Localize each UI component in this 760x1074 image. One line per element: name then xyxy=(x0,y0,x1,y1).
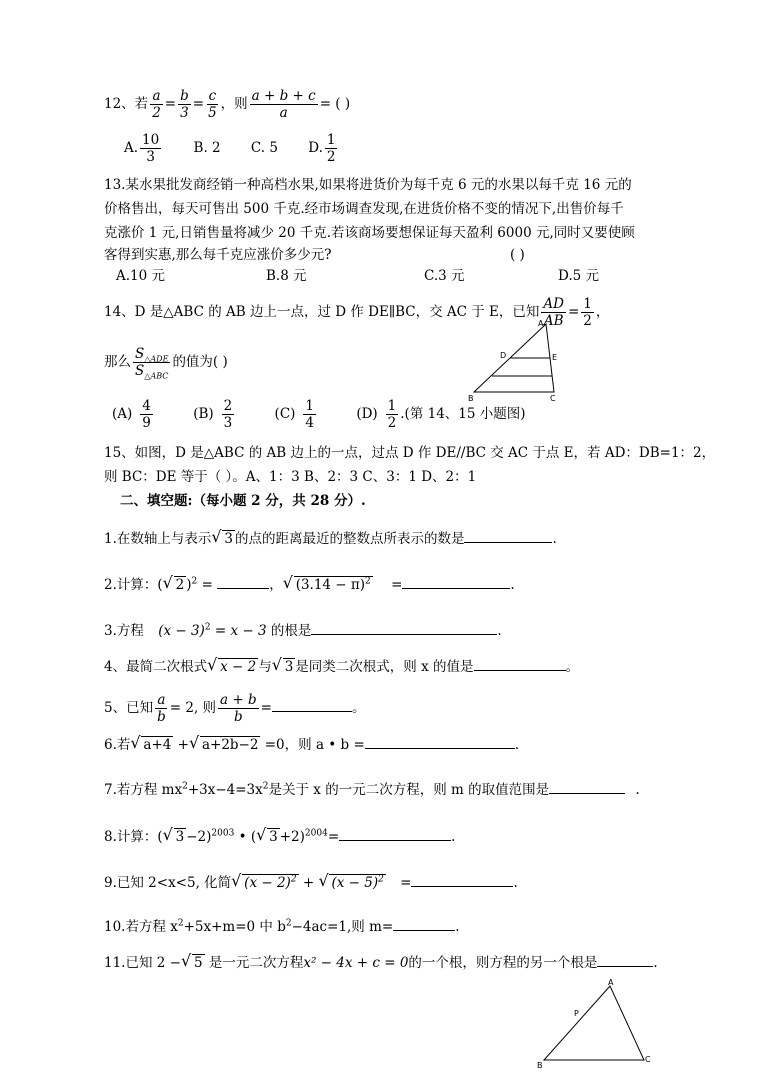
fill-3: 3.方程 $(x - 3)^2 = x - 3$ 的根是 . xyxy=(104,620,502,641)
label-b: B xyxy=(468,394,474,402)
answer-blank[interactable] xyxy=(339,826,451,841)
label-d: D xyxy=(500,351,507,360)
fraction: $\frac{S_{\triangle ADE}}{S_{\triangle ABC}}$ xyxy=(135,346,169,381)
fill-7: 7.若方程 $mx^2+3x-4=3x^2$是关于 x 的一元二次方程，则 m 的取值范围是 . xyxy=(104,779,640,800)
fraction: $\frac{a + b + c}{a}$ xyxy=(251,88,316,121)
fraction: $\frac{1}{2}$ xyxy=(387,398,397,431)
q13-line-2: 价格售出，每天可售出 500 千克.经市场调查发现,在进货价格不变的情况下,出售价每千 xyxy=(104,201,624,217)
fill-9: 9.已知 2<x<5, 化简√ $(x - 2)^2$ + √ $(x - 5)^2$ = . xyxy=(104,872,518,893)
question-12: 12、若 $\frac{a}{2}$ = $\frac{b}{3}$ = $\frac{c}{5}$ ，则 $\frac{a + b + c}{a}$ = ( ) xyxy=(104,88,351,121)
q15-line-2: 则 BC：DE 等于（ ）。A、1：3 B、2：3 C、3：1 D、2：1 xyxy=(104,469,477,485)
q12-options: A. $\frac{10}{3}$ B. 2 C. 5 D. $\frac{1}{2}$ xyxy=(124,132,336,165)
fraction: $\frac{AD}{AB}$ xyxy=(543,296,564,329)
label-e: E xyxy=(552,353,558,362)
q13-line-4: 客得到实惠,那么每千克应涨价多少元? ( ) xyxy=(104,247,525,263)
label-a: A xyxy=(538,319,544,328)
question-14: 14、D 是△ABC 的 AB 边上一点，过 D 作 DE∥BC，交 AC 于 E，已知 $\frac{AD}{AB}$ = $\frac{1}{2}$ ， xyxy=(104,296,610,329)
section-2-heading: 二、填空题:（每小题 2 分，共 28 分）. xyxy=(120,493,366,509)
q13-line-3: 克涨价 1 元,日销售量将减少 20 千克.若该商场要想保证每天盈利 6000 元,同时又要使顾 xyxy=(104,225,635,241)
label-c: C xyxy=(550,394,556,402)
label-b: B xyxy=(537,1061,543,1070)
fraction: $\frac{a + b}{b}$ xyxy=(220,692,257,725)
q12-label: 12、若 xyxy=(104,96,149,112)
fill-10: 10.若方程 $x^2+5x+m=0$ 中 $b^2-4ac=1$,则 m= . xyxy=(104,916,460,937)
answer-blank[interactable] xyxy=(393,916,455,931)
answer-blank[interactable] xyxy=(411,872,513,887)
fraction: $\frac{4}{9}$ xyxy=(142,398,151,431)
label-c: C xyxy=(645,1055,651,1064)
answer-blank[interactable] xyxy=(474,656,566,671)
q13-line-1: 13.某水果批发商经销一种高档水果,如果将进货价为每千克 6 元的水果以每千克 16 元的 xyxy=(104,177,632,193)
fraction: $\frac{b}{3}$ xyxy=(180,88,189,121)
q13-options: A.10 元 B.8 元 C.3 元 D.5 元 xyxy=(116,268,600,284)
fraction: $\frac{a}{b}$ xyxy=(157,692,166,725)
triangle-figure-14 xyxy=(466,318,566,402)
fill-6: 6.若√ a+4 +√ a+2b−2 =0，则 a • b = . xyxy=(104,734,519,755)
fraction: $\frac{1}{2}$ xyxy=(326,132,336,165)
label-a: A xyxy=(608,978,614,987)
answer-blank[interactable] xyxy=(272,697,352,712)
fraction: $\frac{1}{4}$ xyxy=(305,398,315,431)
fraction: $\frac{1}{2}$ xyxy=(583,296,592,329)
fraction: $\frac{2}{3}$ xyxy=(223,398,233,431)
fraction: $\frac{c}{5}$ xyxy=(208,88,217,121)
fill-5: 5、已知 $\frac{a}{b}$ = 2, 则 $\frac{a + b}{b}$ = 。 xyxy=(104,692,366,725)
answer-blank[interactable] xyxy=(464,528,552,543)
q15-line-1: 15、如图，D 是△ABC 的 AB 边上的一点，过点 D 作 DE//BC 交 AC 于点 E，若 AD：DB=1：2， xyxy=(104,445,716,461)
answer-blank[interactable] xyxy=(217,574,269,589)
fraction: $\frac{10}{3}$ xyxy=(142,132,160,165)
answer-blank[interactable] xyxy=(597,952,653,967)
fill-11: 11.已知 2 −√ 5 是一元二次方程x² − 4x + c = 0的一个根，则方程的另一个根是 . xyxy=(104,952,658,973)
fill-2: 2.计算：(√ 2 )$^2$ = ，√ $(3.14 - \pi)^2$ = . xyxy=(104,574,515,595)
triangle-figure-bottom xyxy=(536,976,658,1072)
answer-blank[interactable] xyxy=(311,620,497,635)
answer-blank[interactable] xyxy=(402,574,510,589)
fill-4: 4、最简二次根式√ x − 2 与√ 3 是同类二次根式，则 x 的值是 。 xyxy=(104,656,579,677)
triangle-abc xyxy=(544,986,644,1060)
answer-blank[interactable] xyxy=(549,779,625,794)
fraction: $\frac{a}{2}$ xyxy=(152,88,161,121)
label-p: P xyxy=(574,1009,579,1018)
q14-line-2: 那么 $\frac{S_{\triangle ADE}}{S_{\triangle ABC}}$ 的值为( ) xyxy=(104,346,228,381)
q14-options: (A) $\frac{4}{9}$ (B) $\frac{2}{3}$ (C) $\frac{1}{4}$ (D) $\frac{1}{2}$ .(第 14、15 小题图) xyxy=(112,398,526,431)
fill-8: 8.计算：(√ 3 −2)$^{2003}$ • (√ 3 +2)$^{2004}$= . xyxy=(104,826,455,847)
fill-1: 1.在数轴上与表示√ 3 的点的距离最近的整数点所表示的数是 . xyxy=(104,528,557,549)
answer-blank[interactable] xyxy=(365,734,515,749)
